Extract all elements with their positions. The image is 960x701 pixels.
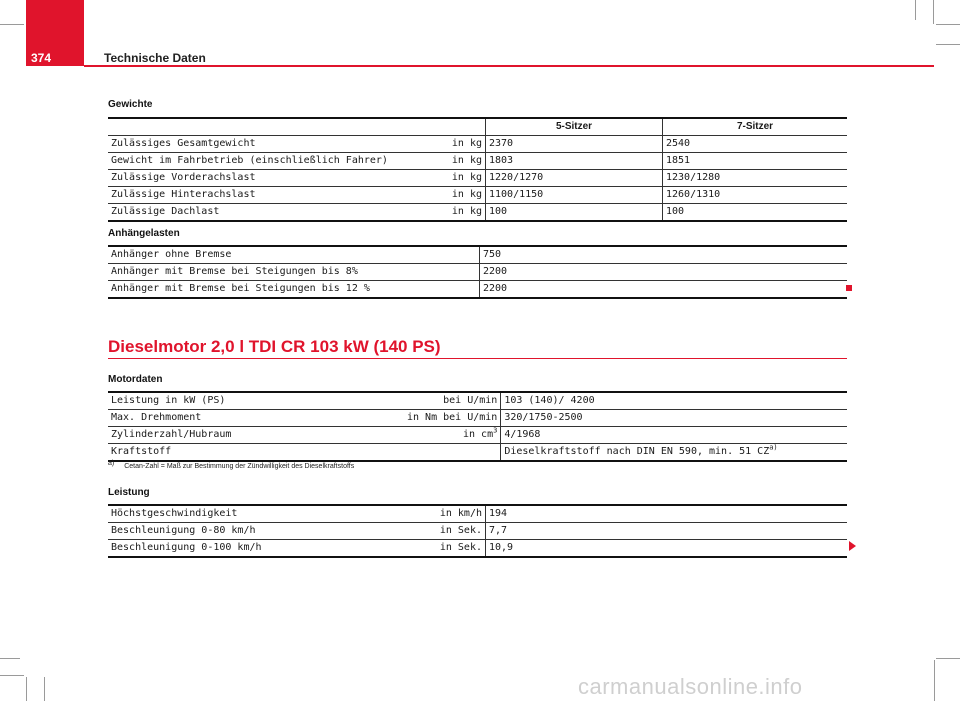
row-label: Beschleunigung 0-80 km/h bbox=[108, 523, 404, 540]
row-value: 10,9 bbox=[486, 540, 848, 558]
row-unit: in Sek. bbox=[404, 523, 486, 540]
row-unit: bei U/min bbox=[404, 392, 501, 410]
table-row bbox=[108, 444, 847, 462]
crop-mark bbox=[934, 660, 935, 701]
row-unit: in kg bbox=[404, 153, 486, 170]
section-label-engine: Motordaten bbox=[108, 374, 163, 385]
weights-table bbox=[108, 117, 847, 222]
table-row bbox=[108, 136, 847, 153]
page-title: Technische Daten bbox=[104, 51, 206, 65]
row-label: Anhänger mit Bremse bei Steigungen bis 12 % bbox=[108, 281, 480, 299]
crop-mark bbox=[936, 658, 960, 659]
row-value: 7,7 bbox=[486, 523, 848, 540]
table-row bbox=[108, 187, 847, 204]
footnote-text: Cetan-Zahl = Maß zur Bestimmung der Zündwilligkeit des Dieselkraftstoffs bbox=[124, 463, 355, 470]
red-square-icon bbox=[846, 285, 852, 291]
table-row bbox=[108, 246, 847, 264]
row-value-7: 1230/1280 bbox=[663, 170, 848, 187]
header-cell-empty bbox=[108, 118, 486, 136]
watermark: carmanualsonline.info bbox=[578, 674, 803, 699]
row-value-7: 1851 bbox=[663, 153, 848, 170]
red-arrow-right-icon bbox=[849, 541, 856, 551]
header-rule bbox=[84, 65, 934, 67]
engine-heading-rule bbox=[108, 358, 847, 359]
crop-mark bbox=[26, 677, 27, 701]
footnote-mark: a) bbox=[108, 460, 115, 467]
row-value: Dieselkraftstoff nach DIN EN 590, min. 51 CZ bbox=[504, 446, 770, 457]
row-unit: in kg bbox=[404, 187, 486, 204]
row-unit-cell bbox=[404, 427, 501, 444]
row-label: Max. Drehmoment bbox=[108, 410, 404, 427]
row-value-5: 100 bbox=[486, 204, 663, 222]
row-value-5: 1100/1150 bbox=[486, 187, 663, 204]
row-unit: in Sek. bbox=[404, 540, 486, 558]
row-label: Gewicht im Fahrbetrieb (einschließlich Fahrer) bbox=[108, 153, 404, 170]
trailer-table bbox=[108, 245, 847, 299]
footnote-reference: a) bbox=[769, 443, 778, 452]
section-label-weights: Gewichte bbox=[108, 99, 153, 110]
row-label: Kraftstoff bbox=[108, 444, 404, 462]
row-value-7: 100 bbox=[663, 204, 848, 222]
row-value-cell bbox=[501, 444, 847, 462]
engine-table bbox=[108, 391, 847, 462]
row-label: Zylinderzahl/Hubraum bbox=[108, 427, 404, 444]
page-number: 374 bbox=[31, 51, 52, 65]
table-row bbox=[108, 153, 847, 170]
row-value-7: 2540 bbox=[663, 136, 848, 153]
row-value: 4/1968 bbox=[501, 427, 847, 444]
table-row bbox=[108, 281, 847, 299]
row-label: Beschleunigung 0-100 km/h bbox=[108, 540, 404, 558]
row-unit: in Nm bei U/min bbox=[404, 410, 501, 427]
row-value-5: 1803 bbox=[486, 153, 663, 170]
row-value-7: 1260/1310 bbox=[663, 187, 848, 204]
table-row bbox=[108, 505, 847, 523]
row-label: Zulässiges Gesamtgewicht bbox=[108, 136, 404, 153]
table-row bbox=[108, 427, 847, 444]
table-row bbox=[108, 204, 847, 222]
row-value: 750 bbox=[480, 246, 848, 264]
row-label: Zulässige Vorderachslast bbox=[108, 170, 404, 187]
row-unit bbox=[404, 444, 501, 462]
row-value: 320/1750-2500 bbox=[501, 410, 847, 427]
crop-mark bbox=[933, 0, 934, 24]
row-unit: in cm bbox=[462, 429, 494, 440]
crop-mark bbox=[936, 44, 960, 45]
header-cell-7-seater: 7-Sitzer bbox=[663, 118, 848, 136]
table-row bbox=[108, 523, 847, 540]
row-value: 194 bbox=[486, 505, 848, 523]
crop-mark bbox=[0, 675, 24, 676]
crop-mark bbox=[915, 0, 916, 20]
row-label: Anhänger mit Bremse bei Steigungen bis 8% bbox=[108, 264, 480, 281]
row-unit: in kg bbox=[404, 136, 486, 153]
performance-table bbox=[108, 504, 847, 558]
row-unit: in km/h bbox=[404, 505, 486, 523]
header-cell-5-seater: 5-Sitzer bbox=[486, 118, 663, 136]
table-row bbox=[108, 540, 847, 558]
crop-mark bbox=[936, 24, 960, 25]
row-label: Anhänger ohne Bremse bbox=[108, 246, 480, 264]
engine-heading: Dieselmotor 2,0 l TDI CR 103 kW (140 PS) bbox=[108, 337, 441, 356]
row-value-5: 1220/1270 bbox=[486, 170, 663, 187]
crop-mark bbox=[0, 658, 20, 659]
table-row bbox=[108, 410, 847, 427]
table-row bbox=[108, 170, 847, 187]
row-label: Zulässige Hinterachslast bbox=[108, 187, 404, 204]
table-row bbox=[108, 264, 847, 281]
unit-superscript: 3 bbox=[493, 426, 498, 435]
row-unit: in kg bbox=[404, 204, 486, 222]
row-label: Höchstgeschwindigkeit bbox=[108, 505, 404, 523]
row-label: Leistung in kW (PS) bbox=[108, 392, 404, 410]
row-value: 2200 bbox=[480, 264, 848, 281]
row-label: Zulässige Dachlast bbox=[108, 204, 404, 222]
row-unit: in kg bbox=[404, 170, 486, 187]
table-header-row bbox=[108, 118, 847, 136]
footnote bbox=[108, 460, 355, 470]
section-label-performance: Leistung bbox=[108, 487, 150, 498]
table-row bbox=[108, 392, 847, 410]
row-value-5: 2370 bbox=[486, 136, 663, 153]
crop-mark bbox=[0, 24, 24, 25]
section-label-trailer: Anhängelasten bbox=[108, 228, 180, 239]
row-value: 2200 bbox=[480, 281, 848, 299]
crop-mark bbox=[44, 677, 45, 701]
row-value: 103 (140)/ 4200 bbox=[501, 392, 847, 410]
